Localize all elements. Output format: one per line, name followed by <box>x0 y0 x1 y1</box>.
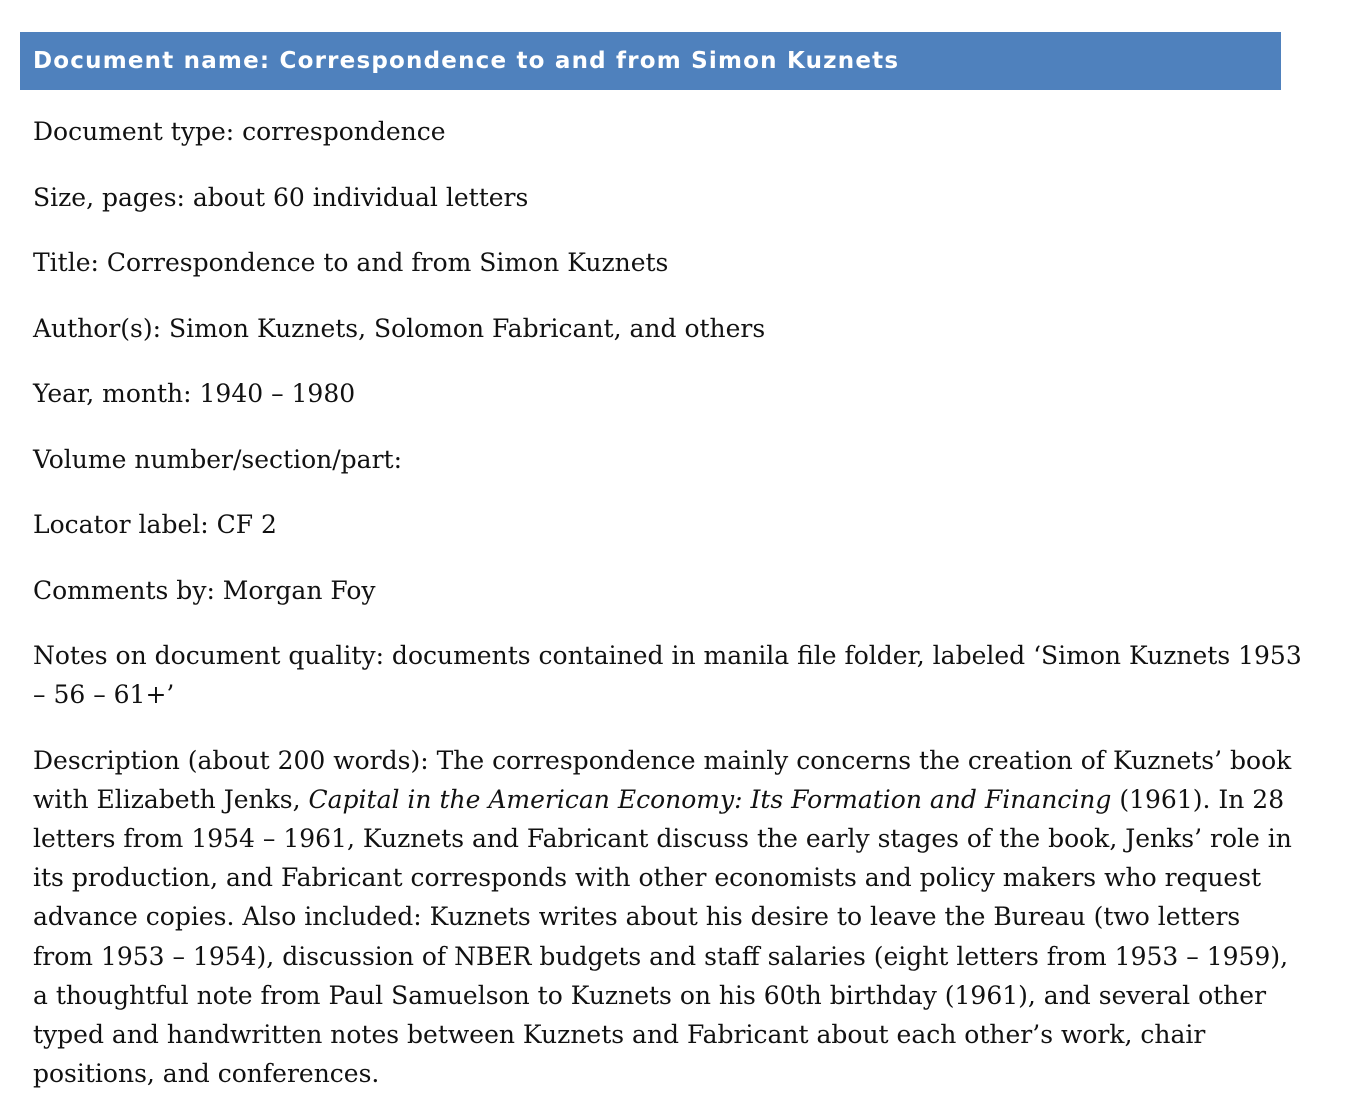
description-line-4: its production, and Fabricant corresponds with other economists and policy makers who request <box>33 863 1262 893</box>
volume-field: Volume number/section/part: <box>33 444 403 474</box>
notes-quality-field <box>33 636 1302 714</box>
document-type-field: Document type: correspondence <box>33 117 446 146</box>
authors-field: Author(s): Simon Kuznets, Solomon Fabricant, and others <box>33 313 766 343</box>
book-title: Capital in the American Economy: Its Formation and Financing <box>308 784 1112 814</box>
locator-label-field: Locator label: CF 2 <box>33 510 277 539</box>
year-month-field: Year, month: 1940 – 1980 <box>33 379 356 408</box>
document-name-title: Document name: Correspondence to and from Simon Kuznets <box>33 48 900 74</box>
description-line-9: positions, and conferences. <box>33 1059 380 1089</box>
size-pages-field: Size, pages: about 60 individual letters <box>33 182 529 212</box>
notes-quality-line-2: – 56 – 61+’ <box>33 680 175 709</box>
description-line-7: a thoughtful note from Paul Samuelson to Kuznets on his 60th birthday (1961), and several other <box>33 980 1267 1010</box>
description-line-2-post: (1961). In 28 <box>1111 784 1285 814</box>
description-line-6: from 1953 – 1954), discussion of NBER budgets and staff salaries (eight letters from 1953 – 1959), <box>33 941 1289 971</box>
description-line-1: Description (about 200 words): The correspondence mainly concerns the creation of Kuznets’ book <box>33 745 1292 775</box>
description-field <box>33 741 1292 1094</box>
notes-quality-line-1: Notes on document quality: documents contained in manila file folder, labeled ‘Simon Kuznets 1953 <box>33 641 1302 670</box>
title-field: Title: Correspondence to and from Simon Kuznets <box>33 248 669 277</box>
comments-by-field: Comments by: Morgan Foy <box>33 575 376 605</box>
description-line-5: advance copies. Also included: Kuznets writes about his desire to leave the Bureau (two letters <box>33 902 1241 932</box>
document-name-header <box>20 32 1281 90</box>
description-line-3: letters from 1954 – 1961, Kuznets and Fabricant discuss the early stages of the book, Jenks’ role in <box>33 823 1292 853</box>
description-line-2-pre: with Elizabeth Jenks, <box>33 784 309 814</box>
description-line-8: typed and handwritten notes between Kuznets and Fabricant about each other’s work, chair <box>33 1019 1206 1049</box>
document-fields <box>33 112 1302 1093</box>
description-line-2 <box>33 780 1285 819</box>
